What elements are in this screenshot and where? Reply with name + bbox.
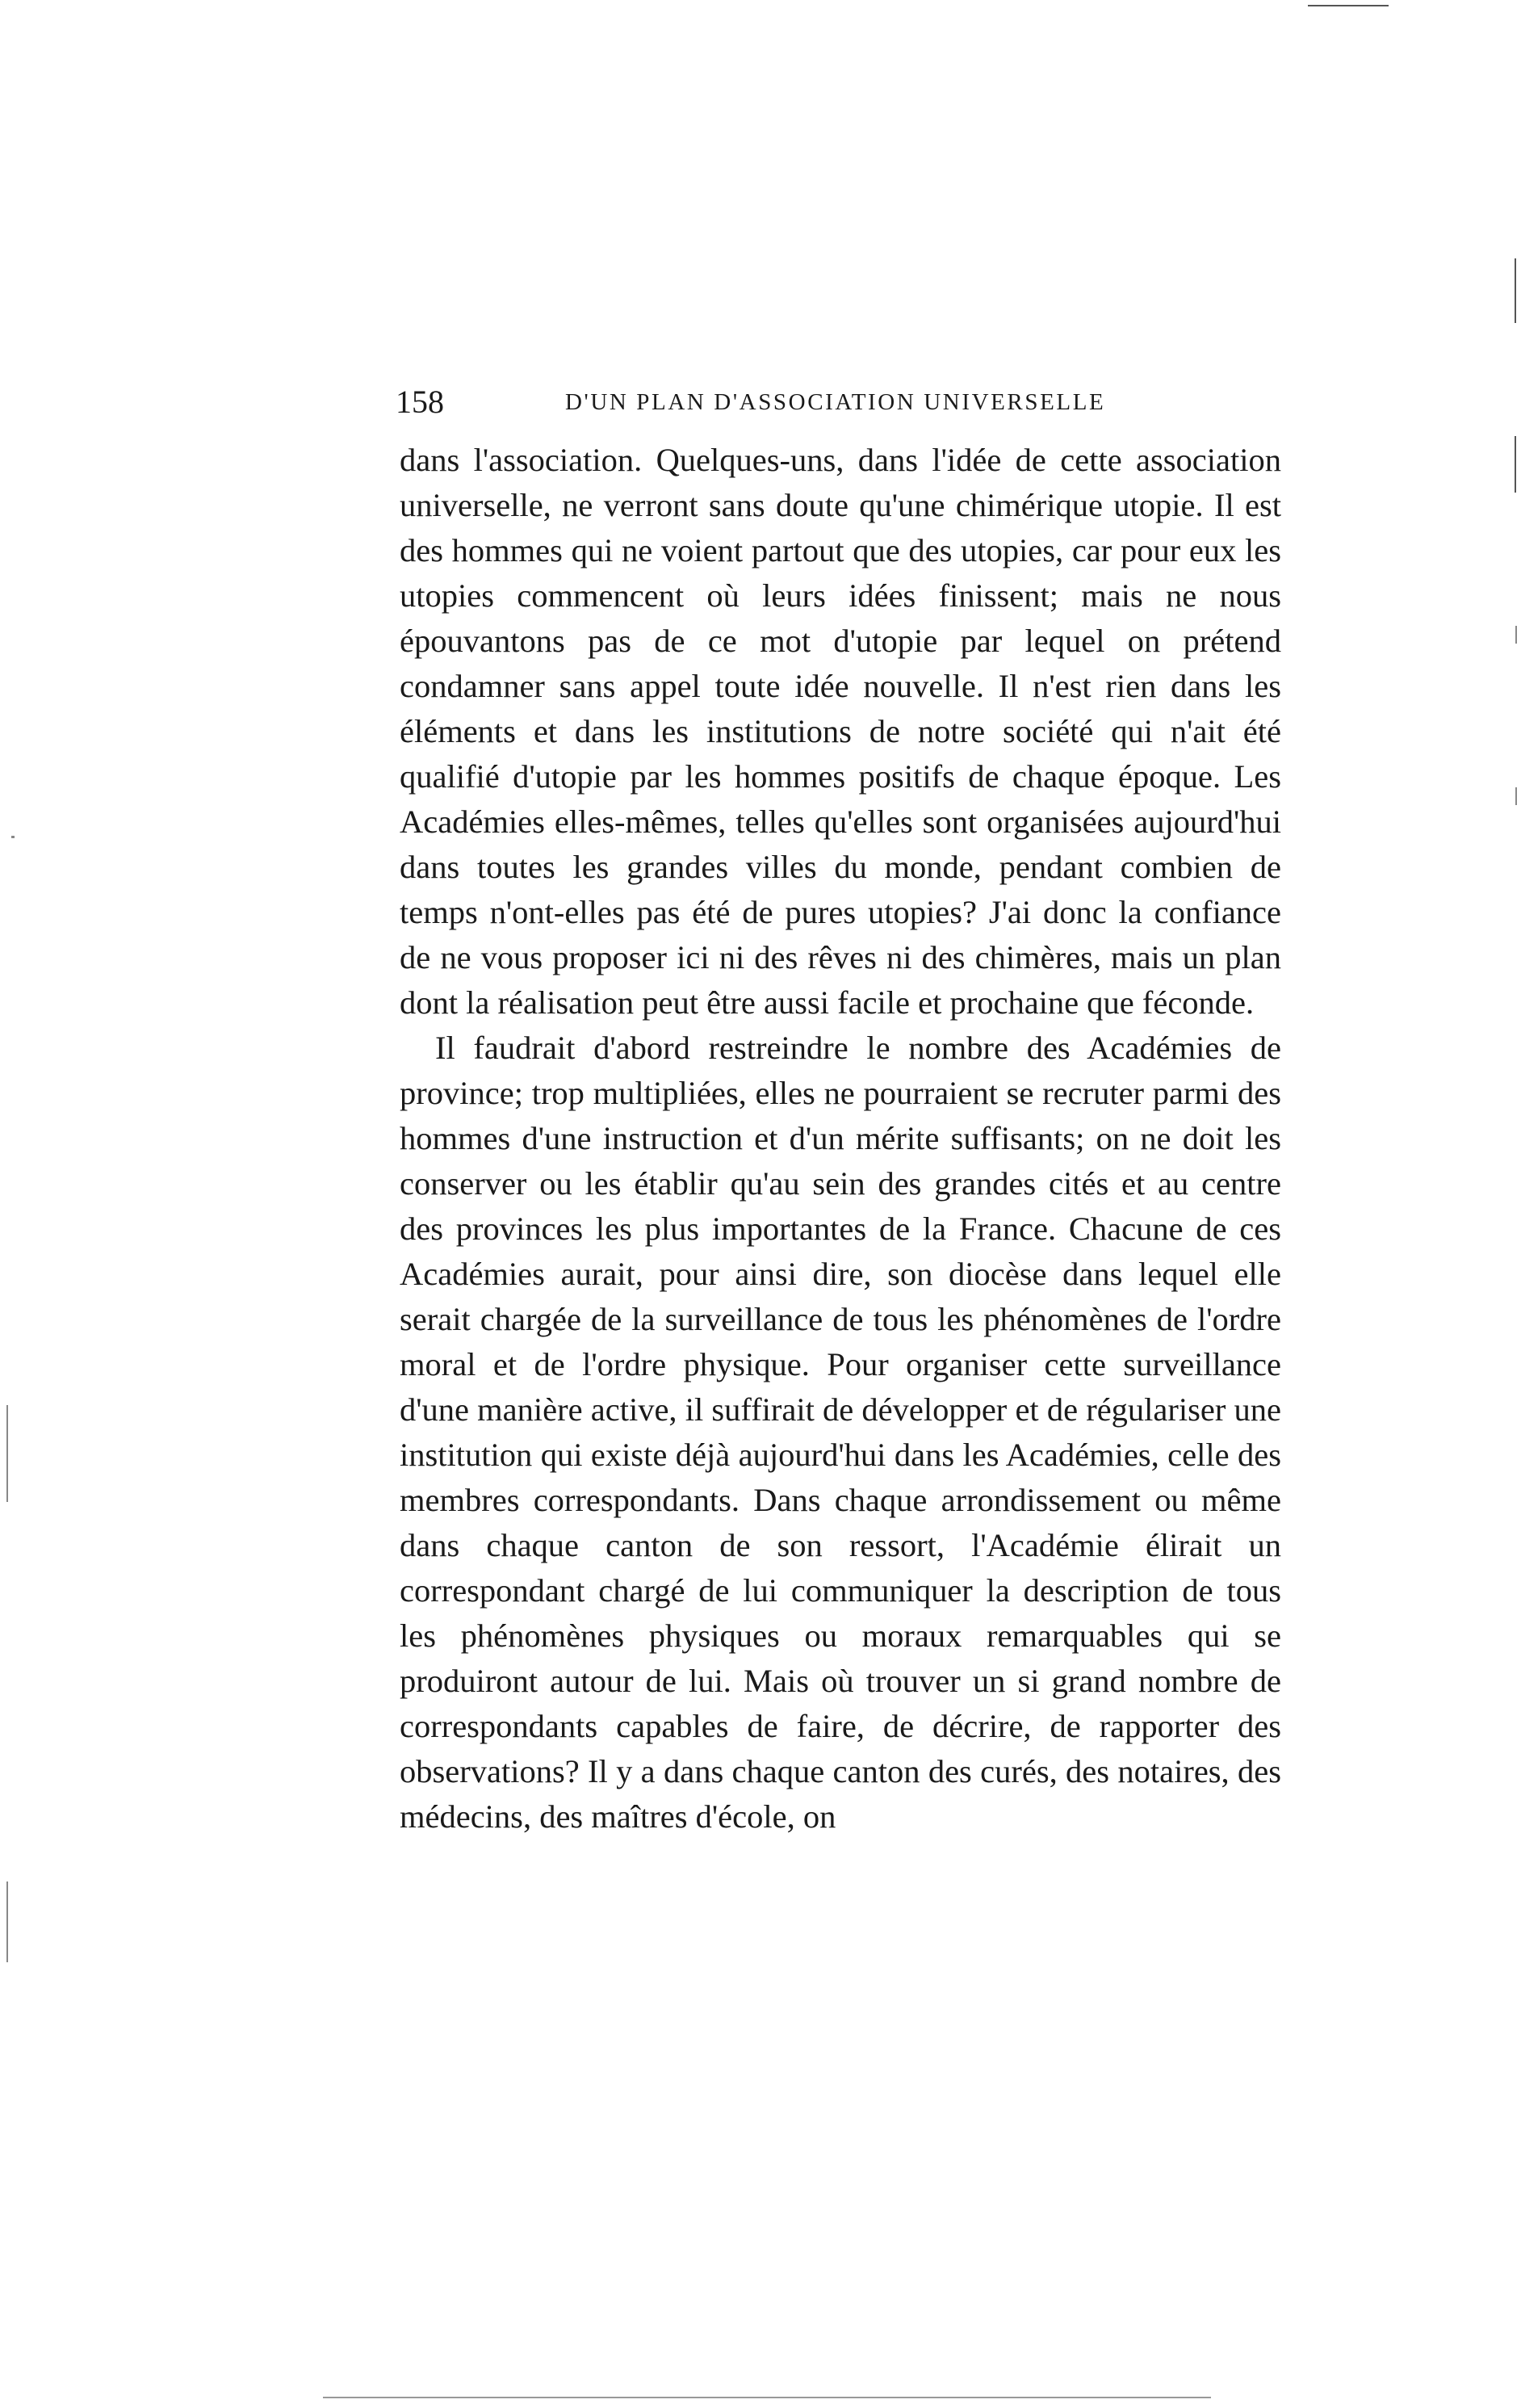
scan-left-edge-mark: [6, 1405, 8, 1502]
page-number: 158: [396, 384, 444, 420]
body-text: [400, 438, 1281, 1840]
paragraph-1: dans l'association. Quelques-uns, dans l'idée de cette association universelle, ne verront sans doute qu'une chimérique utopie. Il est des hommes qui ne voient partout que des utopies, car pour eux les utopies commencent où leurs idées finissent; mais ne nous épouvantons pas de ce mot d'utopie par lequel on prétend condamner sans appel toute idée nouvelle. Il n'est rien dans les éléments et dans les institutions de notre société qui n'ait été qualifié d'utopie par les hommes positifs de chaque époque. Les Académies elles-mêmes, telles qu'elles sont organisées aujourd'hui dans toutes les grandes villes du monde, pendant combien de temps n'ont-elles pas été de pures utopies? J'ai donc la confiance de ne vous proposer ici ni des rêves ni des chimères, mais un plan dont la réalisation peut être aussi facile et prochaine que féconde.: [400, 442, 1281, 1021]
page-header: [396, 378, 1292, 426]
scan-bottom-rule: [323, 2397, 1211, 2398]
paragraph-2: Il faudrait d'abord restreindre le nombre des Académies de province; trop multipliées, elles ne pourraient se recruter parmi des hommes d'une instruction et d'un mérite suffisants; on ne doit les conserver ou les établir qu'au sein des grandes cités et au centre des provinces les plus importantes de la France. Chacune de ces Académies aurait, pour ainsi dire, son diocèse dans lequel elle serait chargée de la surveillance de tous les phénomènes de l'ordre moral et de l'ordre physique. Pour organiser cette surveillance d'une manière active, il suffirait de développer et de régulariser une institution qui existe déjà aujourd'hui dans les Académies, celle des membres correspondants. Dans chaque arrondissement ou même dans chaque canton de son ressort, l'Académie élirait un correspondant chargé de lui communiquer la description de tous les phénomènes physiques ou moraux remarquables qui se produiront autour de lui. Mais où trouver un si grand nombre de correspondants capables de faire, de décrire, de rapporter des observations? Il y a dans chaque canton des curés, des notaires, des médecins, des maîtres d'école, on: [400, 1030, 1281, 1835]
scan-top-rule: [1308, 5, 1389, 6]
scan-right-edge-mark: [1515, 258, 1516, 323]
scan-left-edge-mark: [11, 836, 15, 838]
running-head: D'UN PLAN D'ASSOCIATION UNIVERSELLE: [565, 389, 1106, 415]
scan-right-edge-mark: [1515, 787, 1517, 805]
scan-right-edge-mark: [1515, 436, 1516, 493]
scan-right-edge-mark: [1515, 626, 1517, 644]
scan-left-edge-mark: [6, 1882, 8, 1962]
